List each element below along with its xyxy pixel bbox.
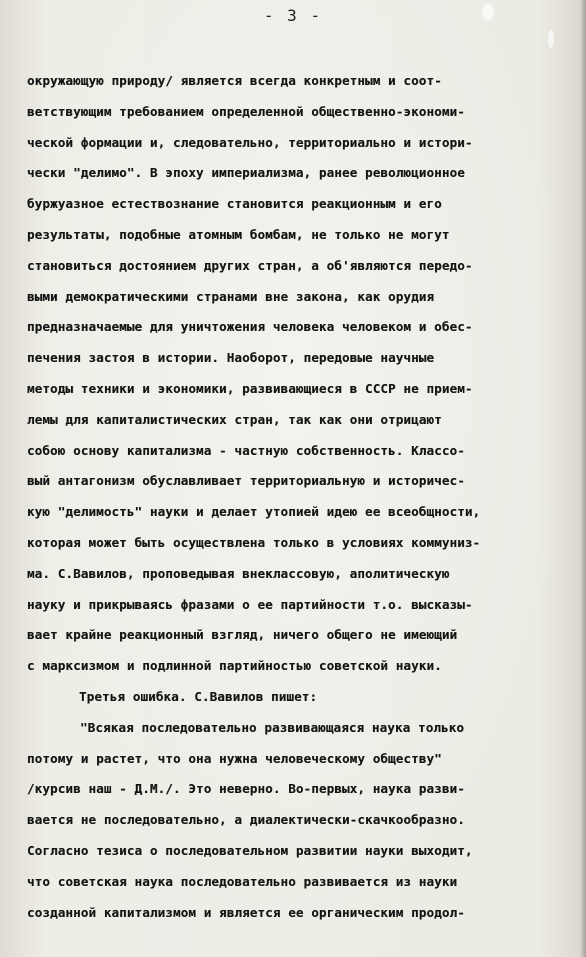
text-line: кую "делимость" науки и делает утопией идею ее всеобщности,	[27, 504, 481, 520]
text-line: науку и прикрываясь фразами о ее партийности т.о. высказы-	[27, 596, 473, 612]
body-text	[27, 66, 579, 928]
text-line: вается не последовательно, а диалектически-скачкообразно.	[27, 812, 465, 828]
text-line: лемы для капиталистических стран, так как они отрицают	[27, 411, 442, 427]
text-line: ма. С.Вавилов, проповедывая внеклассовую, аполитическую	[27, 565, 450, 581]
text-line: вает крайне реакционный взгляд, ничего общего не имеющий	[27, 627, 458, 643]
text-line: собою основу капитализма - частную собственность. Классо-	[27, 442, 465, 458]
page-edge-shadow	[580, 0, 586, 957]
text-line: печения застоя в истории. Наоборот, передовые научные	[27, 350, 435, 366]
text-line: которая может быть осуществлена только в условиях коммуниз-	[27, 534, 481, 550]
text-line: методы техники и экономики, развивающиеся в СССР не прием-	[27, 380, 473, 396]
text-line: вый антагонизм обуславливает территориальную и историчес-	[27, 473, 465, 489]
text-line: что советская наука последовательно развивается из науки	[27, 873, 458, 889]
paper-blemish	[548, 30, 554, 48]
text-line: результаты, подобные атомным бомбам, не только не могут	[27, 226, 450, 242]
text-line: предназначаемые для уничтожения человека человеком и обес-	[27, 319, 473, 335]
section-heading-line: Третья ошибка. С.Вавилов пишет:	[79, 688, 318, 704]
text-line: ческой формации и, следовательно, территориально и истори-	[27, 134, 473, 150]
text-line: ветствующим требованием определенной общественно-экономи-	[27, 103, 465, 119]
quote-line: потому и растет, что она нужна человеческому обществу"	[27, 750, 442, 766]
quote-line: "Всякая последовательно развивающаяся наука только	[80, 719, 465, 735]
page-number: - 3 -	[263, 6, 323, 25]
text-line: с марксизмом и подлинной партийностью советской науки.	[27, 658, 442, 674]
text-line: Согласно тезиса о последовательном развитии науки выходит,	[27, 842, 473, 858]
text-line: буржуазное естествознание становится реакционным и его	[27, 196, 442, 212]
text-line: становиться достоянием других стран, а об'являются передо-	[27, 257, 473, 273]
text-line: /курсив наш - Д.М./. Это неверно. Во-первых, наука разви-	[27, 781, 465, 797]
text-line: выми демократическими странами вне закона, как орудия	[27, 288, 435, 304]
text-line: окружающую природу/ является всегда конкретным и соот-	[27, 73, 442, 88]
text-line: чески "делимо". В эпоху империализма, ранее революционное	[27, 165, 465, 181]
text-line: созданной капитализмом и является ее органическим продол-	[27, 904, 465, 920]
